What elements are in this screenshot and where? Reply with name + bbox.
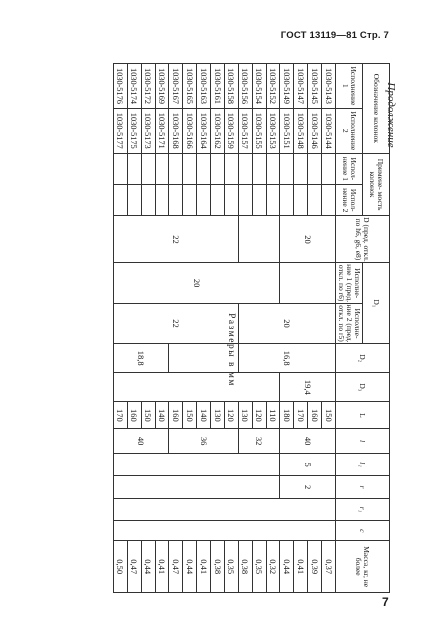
app-exec1-cell <box>127 153 141 184</box>
page-header: ГОСТ 13119—81 Стр. 7 <box>280 30 389 41</box>
exec1-cell: 1030-5172 <box>141 64 155 109</box>
app-exec1-cell <box>322 153 336 184</box>
continued-label: Продолжение <box>385 82 397 148</box>
mass-cell: 0,41 <box>197 541 211 593</box>
l-big-cell: 130 <box>238 402 252 429</box>
l-big-cell: 160 <box>308 402 322 429</box>
exec1-cell: 1030-5167 <box>169 64 183 109</box>
mass-cell: 0,32 <box>266 541 280 593</box>
app-exec1-cell <box>114 153 128 184</box>
d-cell: 20 <box>280 216 336 263</box>
l-big-cell: 160 <box>169 402 183 429</box>
app-exec2-cell <box>114 185 128 216</box>
app-exec2-cell <box>280 185 294 216</box>
c-cell <box>114 521 336 541</box>
exec2-cell: 1030-5173 <box>141 108 155 153</box>
exec1-cell: 1030-5165 <box>183 64 197 109</box>
l-cell: 40 <box>280 429 336 454</box>
app-exec2-cell <box>225 185 239 216</box>
d1-exec1-cell <box>280 263 336 303</box>
app-exec2-cell <box>308 185 322 216</box>
app-exec1-cell <box>211 153 225 184</box>
d2-cell: 18,8 <box>114 344 170 373</box>
app-exec2-cell <box>127 185 141 216</box>
specification-table <box>113 63 390 593</box>
app-exec2-cell <box>155 185 169 216</box>
mass-cell: 0,41 <box>155 541 169 593</box>
exec1-cell: 1030-5145 <box>308 64 322 109</box>
d-cell <box>238 216 280 263</box>
mass-cell: 0,44 <box>183 541 197 593</box>
col-header-d1-exec1: Исполне- ние 1 (пред. откл. по r6) <box>337 264 362 303</box>
exec1-cell: 1030-5149 <box>280 64 294 109</box>
mass-cell: 0,39 <box>308 541 322 593</box>
l-cell: 40 <box>114 429 170 454</box>
exec2-cell: 1030-5166 <box>183 108 197 153</box>
r-cell <box>114 476 281 498</box>
mass-cell: 0,50 <box>114 541 128 593</box>
exec1-cell: 1030-5163 <box>197 64 211 109</box>
l-big-cell: 160 <box>127 402 141 429</box>
app-exec1-cell <box>238 153 252 184</box>
exec2-cell: 1030-5159 <box>225 108 239 153</box>
exec2-cell: 1030-5171 <box>155 108 169 153</box>
d1-exec2-cell: 20 <box>238 303 335 343</box>
app-exec2-cell <box>252 185 266 216</box>
exec2-cell: 1030-5162 <box>211 108 225 153</box>
app-exec1-cell <box>252 153 266 184</box>
l-big-cell: 120 <box>225 402 239 429</box>
l-big-cell: 140 <box>155 402 169 429</box>
app-exec1-cell <box>183 153 197 184</box>
mass-cell: 0,44 <box>141 541 155 593</box>
exec2-cell: 1030-5177 <box>114 108 128 153</box>
col-header-d: D (пред. откл. по h6, g6, е8) <box>336 216 390 263</box>
l1-cell <box>114 453 281 475</box>
d1-exec2-cell: 22 <box>114 303 239 343</box>
l-big-cell: 120 <box>252 402 266 429</box>
app-exec1-cell <box>308 153 322 184</box>
exec1-cell: 1030-5176 <box>114 64 128 109</box>
exec1-cell: 1030-5161 <box>211 64 225 109</box>
app-exec2-cell <box>266 185 280 216</box>
mass-cell: 0,37 <box>322 541 336 593</box>
r-cell: 2 <box>280 476 336 498</box>
col-header-d3: D₃ <box>336 373 390 402</box>
exec1-cell: 1030-5156 <box>238 64 252 109</box>
l-big-cell: 150 <box>322 402 336 429</box>
page-number: 7 <box>382 595 389 609</box>
exec2-cell: 1030-5151 <box>280 108 294 153</box>
mass-cell: 0,47 <box>127 541 141 593</box>
col-header-d1: D₁ <box>363 263 390 344</box>
exec2-cell: 1030-5168 <box>169 108 183 153</box>
app-exec2-cell <box>238 185 252 216</box>
designation-header: Обозначение колонок <box>363 64 390 154</box>
col-header-c: c <box>336 521 390 541</box>
exec2-cell: 1030-5153 <box>266 108 280 153</box>
app-exec1-cell <box>294 153 308 184</box>
col-header-l: l <box>336 429 390 454</box>
d1-exec1-cell: 20 <box>114 263 281 303</box>
col-header-l1: l₁ <box>336 453 390 475</box>
table-row <box>322 64 336 593</box>
mass-cell: 0,47 <box>169 541 183 593</box>
col-header-l-big: L <box>336 402 390 429</box>
exec2-cell: 1030-5175 <box>127 108 141 153</box>
d-cell: 22 <box>114 216 239 263</box>
app-exec2-cell <box>169 185 183 216</box>
l-big-cell: 130 <box>211 402 225 429</box>
col-header-app-exec1: Испол- нение 1 <box>336 153 363 184</box>
exec2-cell: 1030-5148 <box>294 108 308 153</box>
app-exec2-cell <box>141 185 155 216</box>
exec1-cell: 1030-5158 <box>225 64 239 109</box>
app-exec1-cell <box>141 153 155 184</box>
l-big-cell: 150 <box>183 402 197 429</box>
l-big-cell: 150 <box>141 402 155 429</box>
d2-cell: 16,8 <box>238 344 335 373</box>
exec1-cell: 1030-5169 <box>155 64 169 109</box>
col-header-exec2: Исполнение 2 <box>336 108 363 153</box>
r1-cell <box>114 498 336 520</box>
exec1-cell: 1030-5152 <box>266 64 280 109</box>
l-big-cell: 180 <box>280 402 294 429</box>
exec1-cell: 1030-5174 <box>127 64 141 109</box>
d3-cell: 19,4 <box>280 373 336 402</box>
applicability-header: Примене- мость колонок <box>363 153 390 216</box>
mass-cell: 0,38 <box>211 541 225 593</box>
exec2-cell: 1030-5146 <box>308 108 322 153</box>
app-exec1-cell <box>280 153 294 184</box>
l-big-cell: 110 <box>266 402 280 429</box>
exec2-cell: 1030-5157 <box>238 108 252 153</box>
exec1-cell: 1030-5154 <box>252 64 266 109</box>
l1-cell: 5 <box>280 453 336 475</box>
mass-cell: 0,35 <box>252 541 266 593</box>
d3-cell <box>114 373 281 402</box>
app-exec2-cell <box>322 185 336 216</box>
col-header-exec1: Исполнение 1 <box>336 64 363 109</box>
mass-cell: 0,41 <box>294 541 308 593</box>
app-exec2-cell <box>183 185 197 216</box>
col-header-r1: r₁ <box>336 498 390 520</box>
mass-cell: 0,38 <box>238 541 252 593</box>
app-exec1-cell <box>169 153 183 184</box>
app-exec1-cell <box>197 153 211 184</box>
l-big-cell: 170 <box>114 402 128 429</box>
app-exec2-cell <box>294 185 308 216</box>
app-exec1-cell <box>225 153 239 184</box>
l-big-cell: 140 <box>197 402 211 429</box>
exec1-cell: 1030-5143 <box>322 64 336 109</box>
d2-cell <box>169 344 238 373</box>
mass-cell: 0,35 <box>225 541 239 593</box>
l-cell: 32 <box>238 429 280 454</box>
col-header-d1-exec2: Исполне- ние 2 (пред. откл. по r5) <box>337 304 362 343</box>
col-header-d2: D₂ <box>336 344 390 373</box>
exec2-cell: 1030-5155 <box>252 108 266 153</box>
l-big-cell: 170 <box>294 402 308 429</box>
dimensions-caption: Размеры в мм <box>226 313 236 387</box>
rotated-table-wrapper <box>115 63 390 593</box>
app-exec1-cell <box>155 153 169 184</box>
col-header-app-exec2: Испол- нение 2 <box>336 185 363 216</box>
app-exec2-cell <box>197 185 211 216</box>
app-exec1-cell <box>266 153 280 184</box>
mass-cell: 0,44 <box>280 541 294 593</box>
exec1-cell: 1030-5147 <box>294 64 308 109</box>
exec2-cell: 1030-5144 <box>322 108 336 153</box>
col-header-r: r <box>336 476 390 498</box>
col-header-mass: Масса, кг, не более <box>336 541 390 593</box>
l-cell: 36 <box>169 429 238 454</box>
exec2-cell: 1030-5164 <box>197 108 211 153</box>
app-exec2-cell <box>211 185 225 216</box>
